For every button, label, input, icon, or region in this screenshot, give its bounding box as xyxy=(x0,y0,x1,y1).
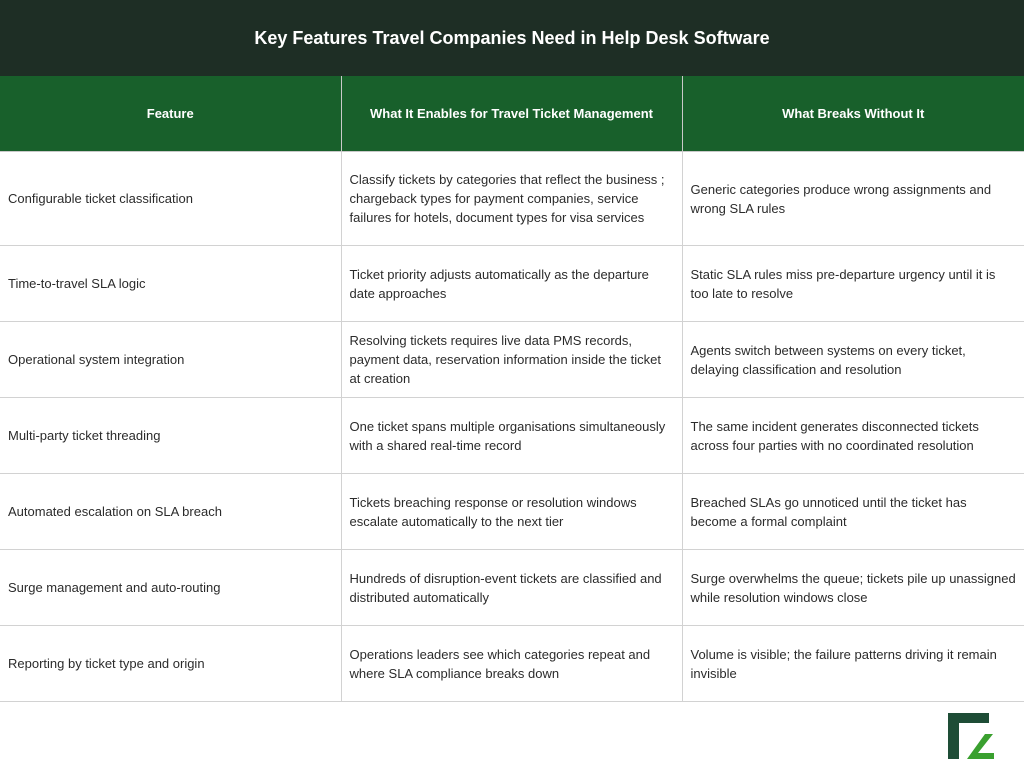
feature-cell: Multi-party ticket threading xyxy=(0,398,341,474)
breaks-cell: Agents switch between systems on every ticket, delaying classification and resolution xyxy=(682,322,1024,398)
breaks-cell: The same incident generates disconnected tickets across four parties with no coordinated resolution xyxy=(682,398,1024,474)
enables-cell: Hundreds of disruption-event tickets are classified and distributed automatically xyxy=(341,550,682,626)
feature-cell: Configurable ticket classification xyxy=(0,152,341,246)
table-row xyxy=(0,322,1024,398)
table-row xyxy=(0,550,1024,626)
enables-cell: Tickets breaching response or resolution windows escalate automatically to the next tier xyxy=(341,474,682,550)
table-row xyxy=(0,152,1024,246)
feature-cell: Surge management and auto-routing xyxy=(0,550,341,626)
title-bar xyxy=(0,0,1024,76)
table-row xyxy=(0,474,1024,550)
column-header-breaks: What Breaks Without It xyxy=(682,76,1024,152)
breaks-cell: Static SLA rules miss pre-departure urgency until it is too late to resolve xyxy=(682,246,1024,322)
page-title: Key Features Travel Companies Need in Help Desk Software xyxy=(254,27,770,48)
enables-cell: One ticket spans multiple organisations simultaneously with a shared real-time record xyxy=(341,398,682,474)
feature-cell: Operational system integration xyxy=(0,322,341,398)
feature-cell: Time-to-travel SLA logic xyxy=(0,246,341,322)
column-header-feature: Feature xyxy=(0,76,341,152)
features-table xyxy=(0,76,1024,702)
breaks-cell: Breached SLAs go unnoticed until the ticket has become a formal complaint xyxy=(682,474,1024,550)
table-row xyxy=(0,246,1024,322)
feature-cell: Reporting by ticket type and origin xyxy=(0,626,341,702)
enables-cell: Resolving tickets requires live data PMS records, payment data, reservation information inside the ticket at creation xyxy=(341,322,682,398)
breaks-cell: Generic categories produce wrong assignments and wrong SLA rules xyxy=(682,152,1024,246)
table-header-row xyxy=(0,76,1024,152)
feature-cell: Automated escalation on SLA breach xyxy=(0,474,341,550)
breaks-cell: Volume is visible; the failure patterns driving it remain invisible xyxy=(682,626,1024,702)
brand-logo-graphic xyxy=(945,710,997,762)
enables-cell: Ticket priority adjusts automatically as the departure date approaches xyxy=(341,246,682,322)
enables-cell: Operations leaders see which categories repeat and where SLA compliance breaks down xyxy=(341,626,682,702)
brand-logo-icon xyxy=(945,710,997,762)
enables-cell: Classify tickets by categories that reflect the business ; chargeback types for payment companies, service failures for hotels, document types for visa services xyxy=(341,152,682,246)
table-row xyxy=(0,626,1024,702)
column-header-enables: What It Enables for Travel Ticket Management xyxy=(341,76,682,152)
table-row xyxy=(0,398,1024,474)
breaks-cell: Surge overwhelms the queue; tickets pile up unassigned while resolution windows close xyxy=(682,550,1024,626)
